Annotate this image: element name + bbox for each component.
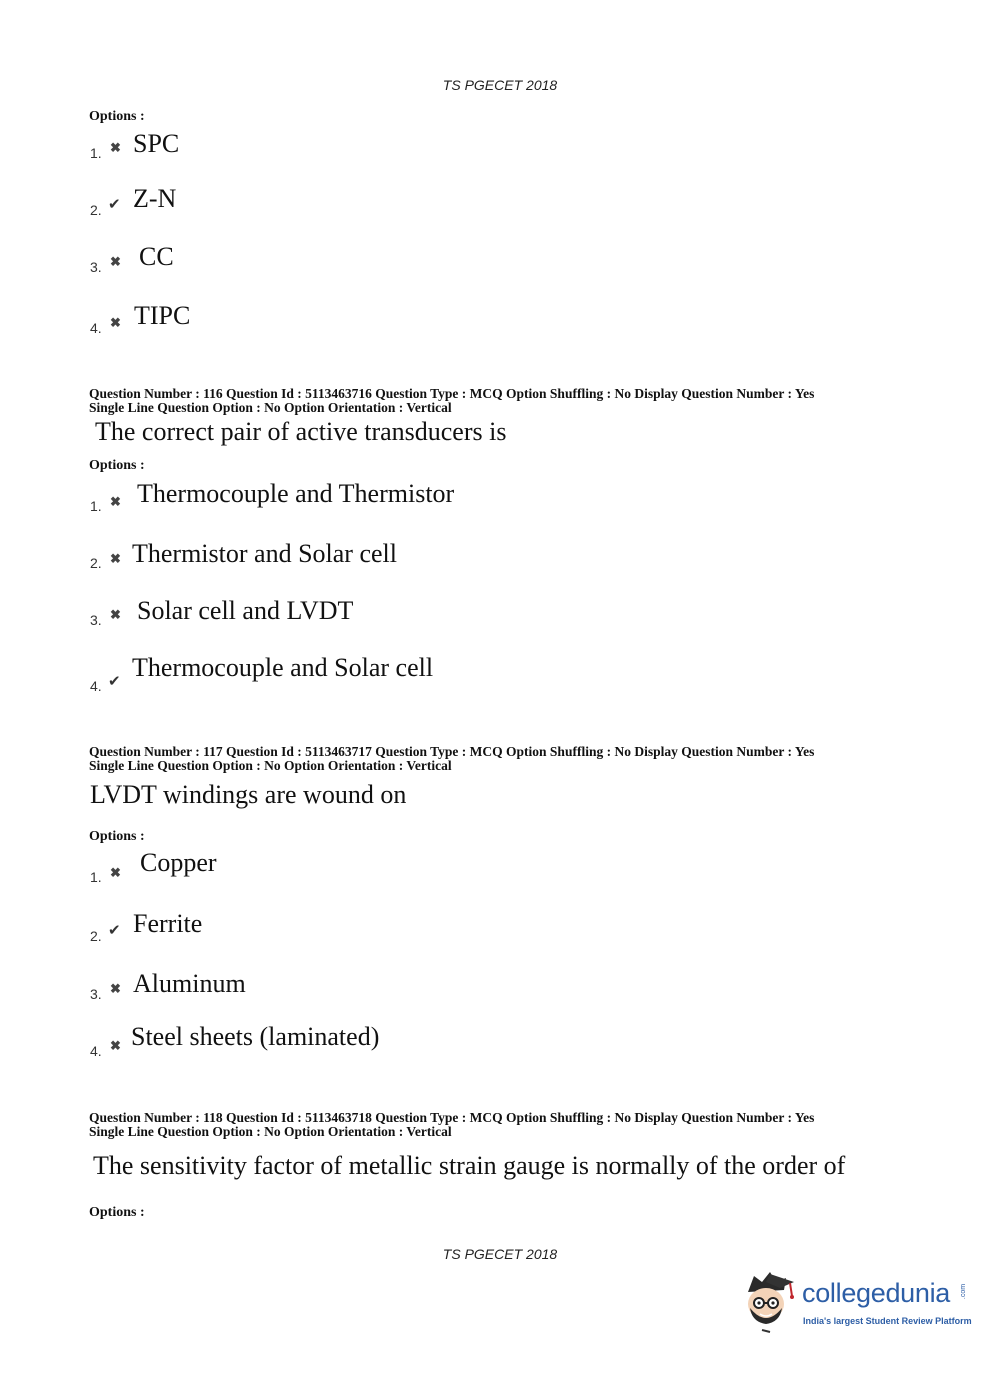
option-text: Aluminum xyxy=(133,969,246,998)
wrong-mark-icon: ✖ xyxy=(110,315,121,330)
options-label: Options : xyxy=(89,458,145,473)
option-number: 3. xyxy=(90,612,102,628)
question-text: The sensitivity factor of metallic strain gauge is normally of the order of xyxy=(93,1151,846,1180)
wrong-mark-icon: ✖ xyxy=(110,865,121,880)
question-meta-line-1: Question Number : 116 Question Id : 5113463716 Question Type : MCQ Option Shuffling : No Display Question Number : Yes xyxy=(89,386,815,401)
option-number: 1. xyxy=(90,145,102,161)
option-number: 3. xyxy=(90,986,102,1002)
mascot-icon xyxy=(740,1268,800,1336)
question-meta-line-1: Question Number : 117 Question Id : 5113463717 Question Type : MCQ Option Shuffling : No Display Question Number : Yes xyxy=(89,744,815,759)
wrong-mark-icon: ✖ xyxy=(110,981,121,996)
question-meta-line-2: Single Line Question Option : No Option Orientation : Vertical xyxy=(89,758,452,773)
wrong-mark-icon: ✖ xyxy=(110,551,121,566)
wrong-mark-icon: ✖ xyxy=(110,607,121,622)
wrong-mark-icon: ✖ xyxy=(110,1038,121,1053)
option-number: 1. xyxy=(90,498,102,514)
option-text: Z-N xyxy=(133,184,177,213)
options-label: Options : xyxy=(89,1205,145,1220)
option-number: 4. xyxy=(90,320,102,336)
question-meta-line-2: Single Line Question Option : No Option Orientation : Vertical xyxy=(89,1124,452,1139)
collegedunia-logo xyxy=(740,1268,970,1338)
options-label: Options : xyxy=(89,829,145,844)
wrong-mark-icon: ✖ xyxy=(110,140,121,155)
option-text: Ferrite xyxy=(133,909,203,938)
option-number: 2. xyxy=(90,202,102,218)
option-text: Steel sheets (laminated) xyxy=(131,1022,380,1051)
wrong-mark-icon: ✖ xyxy=(110,254,121,269)
option-text: Thermocouple and Thermistor xyxy=(137,479,455,508)
option-text: TIPC xyxy=(134,301,191,330)
option-text: SPC xyxy=(133,129,180,158)
logo-wordmark: collegedunia xyxy=(802,1278,951,1308)
correct-mark-icon: ✔ xyxy=(108,672,121,690)
option-text: Thermistor and Solar cell xyxy=(132,539,397,568)
option-text: Solar cell and LVDT xyxy=(137,596,354,625)
option-number: 1. xyxy=(90,869,102,885)
correct-mark-icon: ✔ xyxy=(108,195,121,213)
option-number: 4. xyxy=(90,678,102,694)
question-meta-line-1: Question Number : 118 Question Id : 5113463718 Question Type : MCQ Option Shuffling : No Display Question Number : Yes xyxy=(89,1110,815,1125)
question-text: LVDT windings are wound on xyxy=(90,780,407,809)
wrong-mark-icon: ✖ xyxy=(110,494,121,509)
logo-suffix: .com xyxy=(960,1283,968,1300)
logo-tagline: India's largest Student Review Platform xyxy=(803,1316,972,1326)
correct-mark-icon: ✔ xyxy=(108,921,121,939)
page-header: TS PGECET 2018 xyxy=(442,77,558,93)
option-text: Thermocouple and Solar cell xyxy=(132,653,434,682)
options-label: Options : xyxy=(89,109,145,124)
option-text: CC xyxy=(139,242,174,271)
option-number: 4. xyxy=(90,1043,102,1059)
page-footer: TS PGECET 2018 xyxy=(442,1246,558,1262)
question-meta-line-2: Single Line Question Option : No Option Orientation : Vertical xyxy=(89,400,452,415)
option-text: Copper xyxy=(140,848,217,877)
question-text: The correct pair of active transducers is xyxy=(95,417,507,446)
option-number: 2. xyxy=(90,928,102,944)
option-number: 2. xyxy=(90,555,102,571)
option-number: 3. xyxy=(90,259,102,275)
